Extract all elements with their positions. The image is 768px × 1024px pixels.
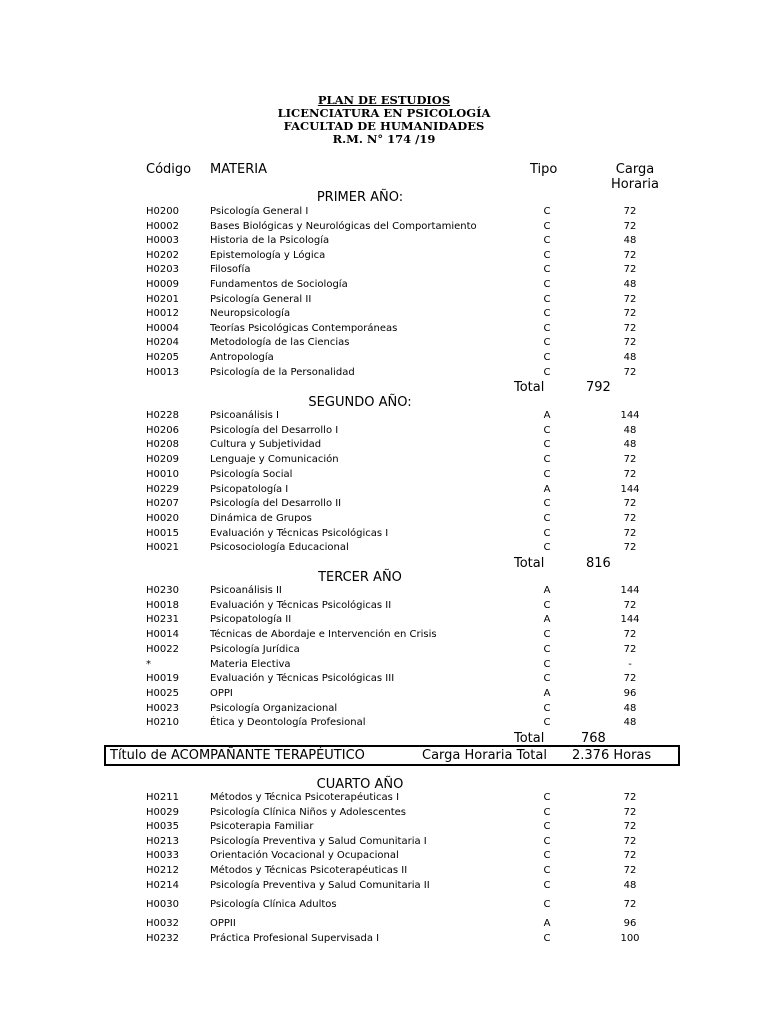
- intermediate-title: Título de ACOMPAÑANTE TERAPÉUTICO: [110, 748, 365, 763]
- course-type: C: [543, 599, 551, 611]
- course-type: C: [543, 249, 551, 261]
- course-name: Práctica Profesional Supervisada I: [210, 932, 380, 944]
- course-hours: 48: [623, 702, 637, 714]
- course-hours: 72: [623, 792, 637, 803]
- course-hours: 48: [623, 439, 637, 451]
- course-hours: 144: [620, 614, 640, 626]
- course-type: C: [543, 835, 551, 847]
- course-code: H0029: [146, 806, 179, 818]
- course-type: C: [543, 293, 551, 305]
- course-code: H0231: [146, 614, 179, 626]
- course-hours: 72: [623, 643, 637, 655]
- course-type: C: [543, 717, 551, 729]
- course-code: H0208: [146, 439, 179, 451]
- course-code: H0205: [146, 352, 179, 363]
- course-code: H0012: [146, 308, 179, 320]
- total-label: Total: [514, 731, 545, 746]
- table-row: [0, 584, 768, 598]
- course-type: C: [543, 498, 551, 510]
- course-name: Técnicas de Abordaje e Intervención en Crisis: [210, 629, 437, 641]
- course-type: A: [543, 585, 551, 596]
- course-name: Psicoanálisis I: [210, 410, 279, 421]
- course-type: C: [543, 337, 551, 349]
- course-name: Psicoterapia Familiar: [210, 821, 314, 833]
- course-code: H0020: [146, 512, 179, 524]
- course-name: Psicoanálisis II: [210, 585, 282, 596]
- course-name: Neuropsicología: [210, 308, 291, 320]
- table-row: [0, 716, 768, 730]
- course-type: C: [543, 865, 551, 876]
- table-row: [0, 898, 768, 912]
- course-code: H0009: [146, 279, 179, 290]
- course-type: C: [543, 629, 551, 641]
- course-hours: 72: [623, 673, 637, 685]
- course-code: H0018: [146, 599, 179, 611]
- course-hours: 144: [620, 410, 640, 421]
- year-heading-3: TERCER AÑO: [318, 570, 402, 585]
- column-header-horaria: Horaria: [611, 177, 659, 192]
- course-hours: 72: [623, 249, 637, 261]
- table-row: [0, 409, 768, 423]
- course-code: H0002: [146, 220, 179, 232]
- course-code: H0025: [146, 687, 179, 699]
- course-code: H0013: [146, 366, 179, 378]
- course-code: H0213: [146, 835, 179, 847]
- table-row: [0, 468, 768, 482]
- table-row: [0, 322, 768, 336]
- course-type: C: [543, 279, 551, 290]
- course-hours: 72: [623, 821, 637, 833]
- course-code: H0033: [146, 850, 179, 862]
- course-code: H0032: [146, 918, 179, 929]
- column-header-code: Código: [146, 162, 192, 177]
- course-hours: 72: [623, 599, 637, 611]
- table-row: [0, 220, 768, 234]
- course-type: C: [543, 352, 551, 363]
- table-row: [0, 263, 768, 277]
- table-row: [0, 917, 768, 931]
- course-hours: 72: [623, 835, 637, 847]
- course-hours: 72: [623, 865, 637, 876]
- course-hours: 48: [623, 352, 637, 363]
- table-row: [0, 512, 768, 526]
- course-type: C: [543, 264, 551, 276]
- course-code: H0203: [146, 264, 179, 276]
- course-code: H0019: [146, 673, 179, 685]
- course-name: Psicología Jurídica: [210, 643, 300, 655]
- course-type: C: [543, 512, 551, 524]
- table-row: [0, 613, 768, 627]
- degree-title-box: [104, 745, 680, 766]
- course-hours: 72: [623, 899, 637, 910]
- course-name: Cultura y Subjetividad: [210, 439, 322, 451]
- course-name: Filosofía: [210, 264, 251, 276]
- column-header-materia: MATERIA: [210, 162, 268, 177]
- table-row: [0, 628, 768, 642]
- course-code: H0206: [146, 424, 179, 436]
- course-name: Lenguaje y Comunicación: [210, 454, 339, 466]
- course-hours: 96: [623, 918, 637, 929]
- degree-name: LICENCIATURA EN PSICOLOGÍA: [277, 106, 491, 120]
- course-name: OPPII: [210, 918, 236, 929]
- faculty-name: FACULTAD DE HUMANIDADES: [283, 119, 485, 133]
- course-name: Psicología Preventiva y Salud Comunitaria II: [210, 879, 430, 891]
- table-row: [0, 849, 768, 863]
- column-header-tipo: Tipo: [530, 162, 558, 177]
- course-name: Ética y Deontología Profesional: [210, 717, 366, 729]
- table-row: [0, 687, 768, 701]
- course-code: H0209: [146, 454, 179, 466]
- table-row: [0, 453, 768, 467]
- table-row: [0, 658, 768, 672]
- course-type: C: [543, 468, 551, 480]
- course-code: H0207: [146, 498, 179, 510]
- course-hours: 72: [623, 220, 637, 232]
- course-hours: 144: [620, 483, 640, 495]
- course-code: H0015: [146, 527, 179, 539]
- course-code: H0004: [146, 322, 179, 334]
- course-name: Psicopatología I: [210, 483, 289, 495]
- course-type: C: [543, 806, 551, 818]
- course-name: Antropología: [210, 352, 274, 363]
- total-label: Total: [514, 556, 545, 571]
- course-name: Psicopatología II: [210, 614, 292, 626]
- course-code: H0210: [146, 717, 179, 729]
- course-name: Materia Electiva: [210, 658, 291, 670]
- course-type: C: [543, 206, 551, 217]
- course-type: C: [543, 308, 551, 320]
- course-hours: 72: [623, 806, 637, 818]
- course-code: *: [146, 658, 151, 670]
- table-row: [0, 599, 768, 613]
- course-name: Historia de la Psicología: [210, 235, 330, 247]
- table-row: [0, 497, 768, 511]
- year-heading-4: CUARTO AÑO: [316, 777, 404, 792]
- course-type: C: [543, 850, 551, 862]
- course-name: Psicología Preventiva y Salud Comunitaria I: [210, 835, 427, 847]
- course-code: H0035: [146, 821, 179, 833]
- course-name: Bases Biológicas y Neurológicas del Comportamiento: [210, 220, 477, 232]
- course-hours: 72: [623, 366, 637, 378]
- course-name: Psicosociología Educacional: [210, 542, 349, 554]
- course-hours: 72: [623, 498, 637, 510]
- course-name: OPPI: [210, 687, 233, 699]
- course-hours: 72: [623, 512, 637, 524]
- course-code: H0010: [146, 468, 179, 480]
- course-type: C: [543, 235, 551, 247]
- table-row: [0, 820, 768, 834]
- course-code: H0200: [146, 206, 179, 217]
- table-row: [0, 278, 768, 292]
- course-type: C: [543, 792, 551, 803]
- course-hours: 48: [623, 424, 637, 436]
- course-type: C: [543, 932, 551, 944]
- course-name: Teorías Psicológicas Contemporáneas: [210, 322, 398, 334]
- course-code: H0214: [146, 879, 179, 891]
- course-type: C: [543, 439, 551, 451]
- course-name: Psicología de la Personalidad: [210, 366, 355, 378]
- course-name: Métodos y Técnica Psicoterapéuticas I: [210, 792, 400, 803]
- course-type: C: [543, 220, 551, 232]
- course-hours: 48: [623, 235, 637, 247]
- course-name: Evaluación y Técnicas Psicológicas I: [210, 527, 389, 539]
- course-type: C: [543, 322, 551, 334]
- table-row: [0, 864, 768, 878]
- course-name: Psicología Organizacional: [210, 702, 338, 714]
- table-row: [0, 879, 768, 893]
- course-code: H0021: [146, 542, 179, 554]
- table-row: [0, 483, 768, 497]
- course-type: C: [543, 454, 551, 466]
- column-header-carga: Carga: [615, 162, 655, 177]
- table-row: [0, 806, 768, 820]
- course-type: A: [543, 483, 551, 495]
- course-code: H0211: [146, 792, 179, 803]
- course-code: H0232: [146, 932, 179, 944]
- table-row: [0, 249, 768, 263]
- course-type: C: [543, 643, 551, 655]
- course-name: Evaluación y Técnicas Psicológicas II: [210, 599, 392, 611]
- table-row: [0, 791, 768, 805]
- course-hours: 100: [620, 932, 640, 944]
- course-type: C: [543, 821, 551, 833]
- course-hours: 72: [623, 454, 637, 466]
- course-type: A: [543, 918, 551, 929]
- course-hours: 72: [623, 308, 637, 320]
- course-code: H0229: [146, 483, 179, 495]
- table-row: [0, 643, 768, 657]
- course-hours: 48: [623, 879, 637, 891]
- course-code: H0023: [146, 702, 179, 714]
- table-row: [0, 293, 768, 307]
- course-code: H0201: [146, 293, 179, 305]
- resolution-number: R.M. N° 174 /19: [332, 132, 436, 146]
- course-name: Epistemología y Lógica: [210, 249, 326, 261]
- course-name: Métodos y Técnicas Psicoterapéuticas II: [210, 865, 408, 876]
- course-hours: 72: [623, 468, 637, 480]
- course-hours: -: [628, 658, 632, 670]
- table-row: [0, 527, 768, 541]
- course-type: C: [543, 879, 551, 891]
- course-name: Evaluación y Técnicas Psicológicas III: [210, 673, 395, 685]
- course-name: Psicología General I: [210, 206, 309, 217]
- course-code: H0212: [146, 865, 179, 876]
- course-type: C: [543, 424, 551, 436]
- table-row: [0, 307, 768, 321]
- table-row: [0, 366, 768, 380]
- course-type: A: [543, 614, 551, 626]
- year-heading-2: SEGUNDO AÑO:: [308, 395, 412, 410]
- course-type: C: [543, 527, 551, 539]
- course-hours: 72: [623, 629, 637, 641]
- course-name: Metodología de las Ciencias: [210, 337, 350, 349]
- course-name: Psicología Clínica Niños y Adolescentes: [210, 806, 406, 818]
- course-code: H0230: [146, 585, 179, 596]
- course-hours: 144: [620, 585, 640, 596]
- course-type: C: [543, 658, 551, 670]
- year-heading-1: PRIMER AÑO:: [316, 190, 404, 205]
- course-type: C: [543, 366, 551, 378]
- total-hours-value: 2.376 Horas: [572, 748, 652, 763]
- table-row: [0, 438, 768, 452]
- course-hours: 48: [623, 279, 637, 290]
- total-value: 792: [586, 380, 611, 395]
- course-hours: 72: [623, 293, 637, 305]
- course-hours: 72: [623, 322, 637, 334]
- course-code: H0030: [146, 899, 179, 910]
- course-code: H0022: [146, 643, 179, 655]
- table-row: [0, 205, 768, 219]
- table-row: [0, 351, 768, 365]
- course-type: C: [543, 899, 551, 910]
- total-label: Total: [514, 380, 545, 395]
- table-row: [0, 672, 768, 686]
- course-name: Psicología General II: [210, 293, 312, 305]
- course-hours: 96: [623, 687, 637, 699]
- course-name: Psicología Social: [210, 468, 293, 480]
- table-row: [0, 702, 768, 716]
- course-hours: 72: [623, 337, 637, 349]
- total-hours-label: Carga Horaria Total: [422, 748, 547, 763]
- table-row: [0, 541, 768, 555]
- course-type: A: [543, 410, 551, 421]
- course-hours: 72: [623, 542, 637, 554]
- total-value: 768: [581, 731, 606, 746]
- course-hours: 48: [623, 717, 637, 729]
- table-row: [0, 424, 768, 438]
- table-row: [0, 336, 768, 350]
- course-type: C: [543, 673, 551, 685]
- course-type: A: [543, 687, 551, 699]
- course-type: C: [543, 702, 551, 714]
- course-hours: 72: [623, 264, 637, 276]
- course-code: H0003: [146, 235, 179, 247]
- course-code: H0202: [146, 249, 179, 261]
- course-code: H0204: [146, 337, 179, 349]
- total-value: 816: [586, 556, 611, 571]
- course-hours: 72: [623, 206, 637, 217]
- course-code: H0228: [146, 410, 179, 421]
- course-name: Psicología del Desarrollo II: [210, 498, 342, 510]
- table-row: [0, 835, 768, 849]
- course-name: Orientación Vocacional y Ocupacional: [210, 850, 399, 862]
- table-row: [0, 234, 768, 248]
- doc-title: PLAN DE ESTUDIOS: [317, 93, 451, 107]
- course-hours: 72: [623, 850, 637, 862]
- table-row: [0, 932, 768, 946]
- course-code: H0014: [146, 629, 179, 641]
- course-type: C: [543, 542, 551, 554]
- course-name: Dinámica de Grupos: [210, 512, 312, 524]
- course-name: Fundamentos de Sociología: [210, 279, 348, 290]
- course-name: Psicología del Desarrollo I: [210, 424, 339, 436]
- course-name: Psicología Clínica Adultos: [210, 899, 337, 910]
- course-hours: 72: [623, 527, 637, 539]
